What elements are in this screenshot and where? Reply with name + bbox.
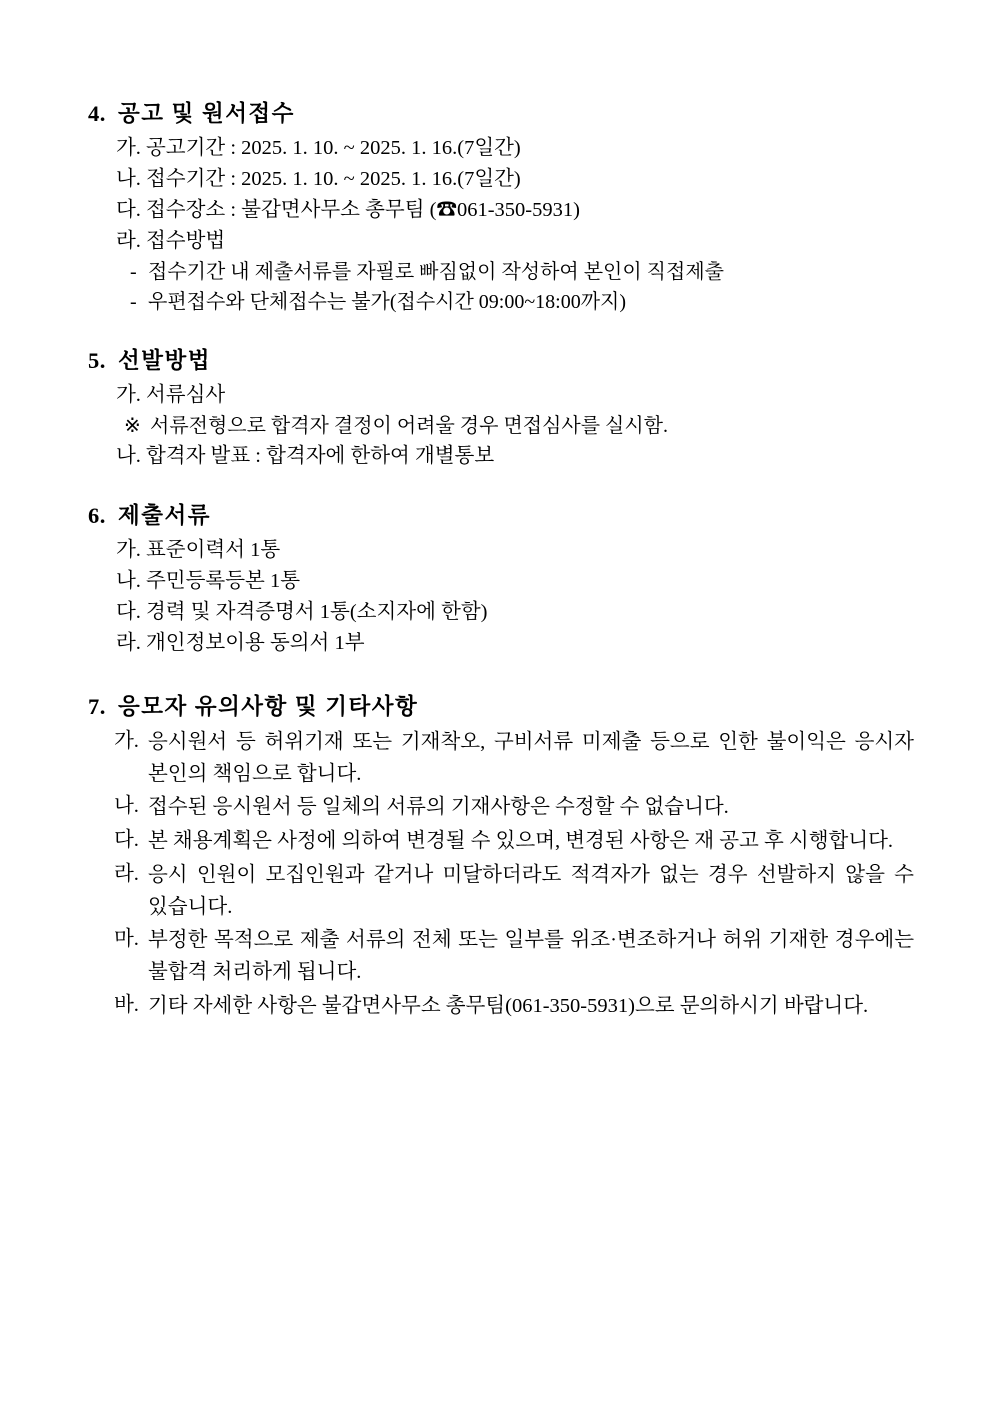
list-item bbox=[88, 165, 914, 195]
list-marker: 나. bbox=[116, 570, 141, 593]
section-6 bbox=[88, 498, 914, 659]
list-marker: 가. bbox=[116, 137, 141, 159]
list-text: 경력 및 자격증명서 1통(소지자에 한함) bbox=[146, 600, 488, 623]
list-item bbox=[88, 381, 914, 411]
section-6-number: 6. bbox=[88, 503, 106, 529]
list-marker: 마. bbox=[114, 928, 139, 951]
list-item bbox=[88, 598, 914, 628]
section-5-heading-text: 선발방법 bbox=[118, 348, 211, 374]
list-text: 응시원서 등 허위기재 또는 기재착오, 구비서류 미제출 등으로 인한 불이익은 응시자 본인의 책임으로 합니다. bbox=[148, 730, 914, 785]
section-7-heading-text: 응모자 유의사항 및 기타사항 bbox=[118, 693, 419, 719]
list-marker: 다. bbox=[114, 829, 139, 852]
list-item bbox=[88, 792, 914, 824]
list-marker: - bbox=[130, 290, 137, 313]
list-text: 개인정보이용 동의서 1부 bbox=[146, 631, 365, 654]
list-item bbox=[88, 991, 914, 1023]
section-7-title bbox=[88, 689, 914, 721]
list-marker: 나. bbox=[116, 445, 141, 468]
list-text: 접수된 응시원서 등 일체의 서류의 기재사항은 수정할 수 없습니다. bbox=[148, 796, 729, 819]
list-marker: 다. bbox=[116, 198, 141, 221]
list-item bbox=[88, 727, 914, 791]
list-marker: 가. bbox=[114, 729, 139, 752]
list-item bbox=[88, 629, 914, 659]
list-text: 접수방법 bbox=[146, 229, 226, 252]
section-7 bbox=[88, 689, 914, 1023]
list-item bbox=[88, 134, 914, 164]
list-text: 본 채용계획은 사정에 의하여 변경될 수 있으며, 변경된 사항은 재 공고 후 시행합니다. bbox=[148, 830, 894, 853]
section-7-number: 7. bbox=[88, 693, 106, 719]
section-5 bbox=[88, 343, 914, 472]
list-item bbox=[88, 288, 914, 317]
list-text: 접수기간 내 제출서류를 자필로 빠짐없이 작성하여 본인이 직접제출 bbox=[148, 260, 724, 283]
list-marker: 나. bbox=[116, 167, 141, 190]
list-marker: 라. bbox=[116, 631, 141, 654]
list-marker: - bbox=[130, 260, 137, 283]
list-item bbox=[88, 860, 914, 924]
list-text: 표준이력서 1통 bbox=[146, 539, 281, 562]
list-marker: 가. bbox=[116, 539, 141, 562]
list-item bbox=[88, 442, 914, 472]
list-item bbox=[88, 925, 914, 989]
list-item bbox=[88, 567, 914, 597]
list-text: 서류심사 bbox=[146, 384, 226, 407]
list-text: 접수장소 : 불갑면사무소 총무팀 (☎061-350-5931) bbox=[146, 198, 580, 221]
list-marker: 가. bbox=[116, 384, 141, 407]
list-marker: 라. bbox=[116, 229, 141, 252]
reference-mark-icon: ※ bbox=[124, 414, 141, 437]
section-5-title bbox=[88, 343, 914, 375]
list-text: 주민등록등본 1통 bbox=[146, 570, 300, 593]
note-text: 서류전형으로 합격자 결정이 어려울 경우 면접심사를 실시함. bbox=[150, 414, 668, 437]
list-text: 접수기간 : 2025. 1. 10. ~ 2025. 1. 16.(7일간) bbox=[146, 167, 521, 190]
list-item bbox=[88, 258, 914, 287]
list-marker: 바. bbox=[114, 993, 139, 1016]
list-marker: 나. bbox=[114, 795, 139, 818]
section-4 bbox=[88, 96, 914, 317]
list-text: 합격자 발표 : 합격자에 한하여 개별통보 bbox=[146, 445, 495, 468]
list-item bbox=[88, 227, 914, 257]
note-item bbox=[88, 412, 914, 441]
list-text: 공고기간 : 2025. 1. 10. ~ 2025. 1. 16.(7일간) bbox=[146, 137, 521, 159]
list-item bbox=[88, 826, 914, 858]
list-text: 우편접수와 단체접수는 불가(접수시간 09:00~18:00까지) bbox=[148, 290, 627, 313]
section-4-number: 4. bbox=[88, 101, 106, 126]
list-text: 기타 자세한 사항은 불갑면사무소 총무팀(061-350-5931)으로 문의하시기 바랍니다. bbox=[148, 994, 869, 1017]
list-marker: 다. bbox=[116, 600, 141, 623]
section-6-title bbox=[88, 498, 914, 530]
list-item bbox=[88, 536, 914, 566]
section-5-number: 5. bbox=[88, 348, 106, 374]
section-4-heading-text: 공고 및 원서접수 bbox=[118, 101, 295, 126]
list-item bbox=[88, 196, 914, 226]
list-text: 부정한 목적으로 제출 서류의 전체 또는 일부를 위조·변조하거나 허위 기재한 경우에는 불합격 처리하게 됩니다. bbox=[148, 929, 914, 984]
list-marker: 라. bbox=[114, 862, 139, 885]
list-text: 응시 인원이 모집인원과 같거나 미달하더라도 적격자가 없는 경우 선발하지 않을 수 있습니다. bbox=[148, 863, 914, 918]
section-4-title bbox=[88, 96, 914, 128]
section-6-heading-text: 제출서류 bbox=[118, 503, 211, 529]
